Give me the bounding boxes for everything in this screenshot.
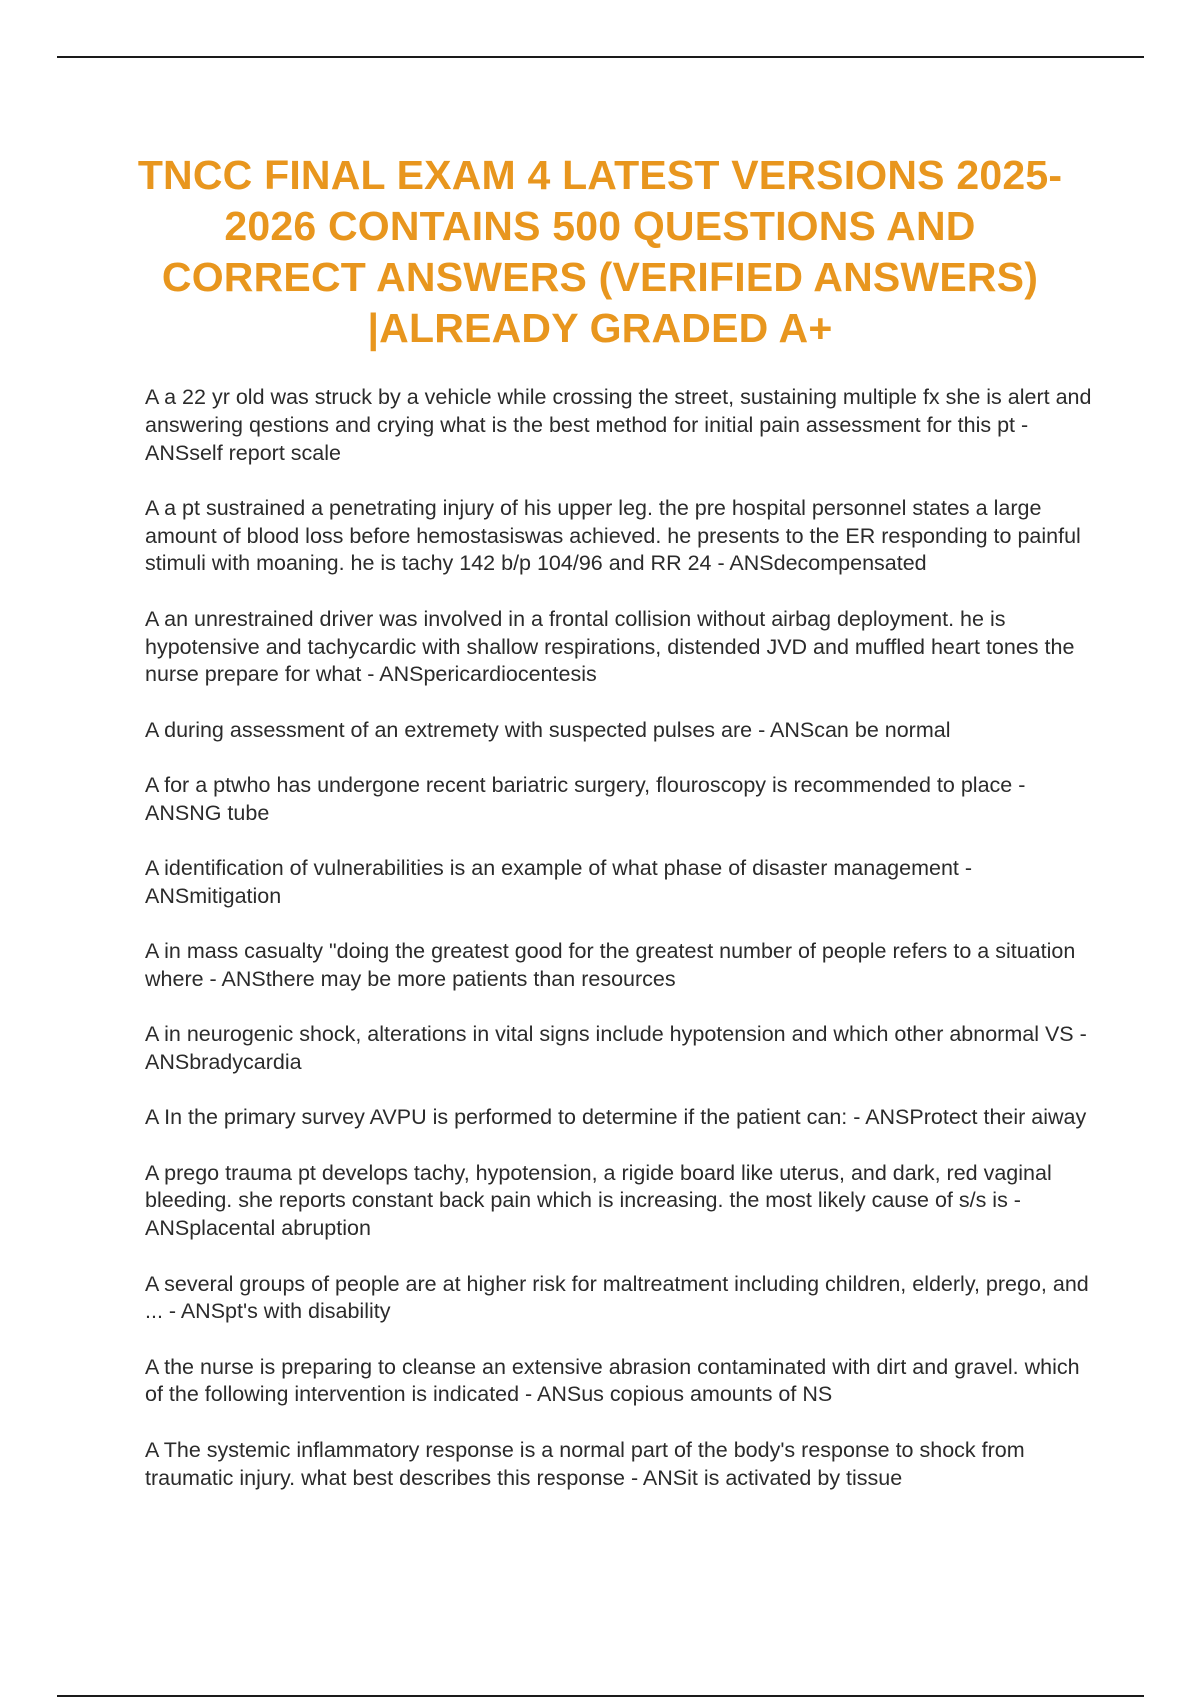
top-rule <box>57 56 1144 58</box>
question-text: A an unrestrained driver was involved in a frontal collision without airbag deployment. he is hypotensive and tachycardic with shallow respirations, distended JVD and muffled heart tones the nurse prepare for what - <box>145 606 1075 687</box>
answer-text: ANSthere may be more patients than resources <box>221 966 676 991</box>
question-text: A In the primary survey AVPU is performed to determine if the patient can: - <box>145 1105 866 1130</box>
answer-text: ANSbradycardia <box>145 1050 302 1075</box>
question-text: A a 22 yr old was struck by a vehicle while crossing the street, sustaining multiple fx she is alert and answering qestions and crying what is the best method for initial pain assessment for this pt - <box>145 385 1092 437</box>
question-text: A in mass casualty "doing the greatest good for the greatest number of people refers to a situation where - <box>145 939 1076 991</box>
answer-text: ANSNG tube <box>145 800 270 825</box>
answer-text: ANSit is activated by tissue <box>642 1465 903 1490</box>
answer-text: ANSpt's with disability <box>180 1299 391 1324</box>
answer-text: ANSself report scale <box>145 440 341 465</box>
qa-item <box>145 1437 1095 1493</box>
question-text: A a pt sustrained a penetrating injury of his upper leg. the pre hospital personnel states a large amount of blood loss before hemostasiswas achieved. he presents to the ER responding to painful stimuli with moaning. he is tachy 142 b/p 104/96 and RR 24 - <box>145 495 1081 576</box>
answer-text: ANSProtect their aiway <box>865 1105 1087 1130</box>
qa-item <box>145 606 1095 689</box>
document-title: TNCC FINAL EXAM 4 LATEST VERSIONS 2025-2026 CONTAINS 500 QUESTIONS AND CORRECT ANSWERS (VERIFIED ANSWERS) |ALREADY GRADED A+ <box>137 152 1063 351</box>
question-text: A for a ptwho has undergone recent bariatric surgery, flouroscopy is recommended to place - <box>145 772 1026 797</box>
question-text: A The systemic inflammatory response is a normal part of the body's response to shock from traumatic injury. what best describes this response - <box>145 1437 1025 1490</box>
qa-item <box>145 717 1095 745</box>
qa-item <box>145 1160 1095 1243</box>
answer-text: ANSmitigation <box>145 883 282 908</box>
answer-text: ANSpericardiocentesis <box>379 662 597 687</box>
question-text: A prego trauma pt develops tachy, hypotension, a rigide board like uterus, and dark, red vaginal bleeding. she reports constant back pain which is increasing. the most likely cause of s/s is - <box>145 1160 1052 1213</box>
qa-list <box>145 384 1095 1520</box>
qa-item <box>145 855 1095 911</box>
question-text: A identification of vulnerabilities is an example of what phase of disaster management - <box>145 856 973 881</box>
answer-text: ANSdecompensated <box>729 551 927 576</box>
question-text: A several groups of people are at higher risk for maltreatment including children, elderly, prego, and ... - <box>145 1271 1089 1324</box>
qa-item <box>145 384 1095 467</box>
qa-item <box>145 1271 1095 1327</box>
answer-text: ANScan be normal <box>770 717 951 742</box>
qa-item <box>145 772 1095 828</box>
question-text: A during assessment of an extremety with suspected pulses are - <box>145 717 771 742</box>
bottom-rule <box>57 1695 1144 1697</box>
question-text: A the nurse is preparing to cleanse an extensive abrasion contaminated with dirt and gravel. which of the following intervention is indicated - <box>145 1354 1080 1407</box>
answer-text: ANSplacental abruption <box>145 1216 371 1241</box>
qa-item <box>145 1354 1095 1410</box>
answer-text: ANSus copious amounts of NS <box>537 1382 833 1407</box>
qa-item <box>145 1104 1095 1132</box>
question-text: A in neurogenic shock, alterations in vital signs include hypotension and which other abnormal VS - <box>145 1022 1087 1047</box>
qa-item <box>145 938 1095 994</box>
qa-item <box>145 495 1095 578</box>
qa-item <box>145 1021 1095 1077</box>
